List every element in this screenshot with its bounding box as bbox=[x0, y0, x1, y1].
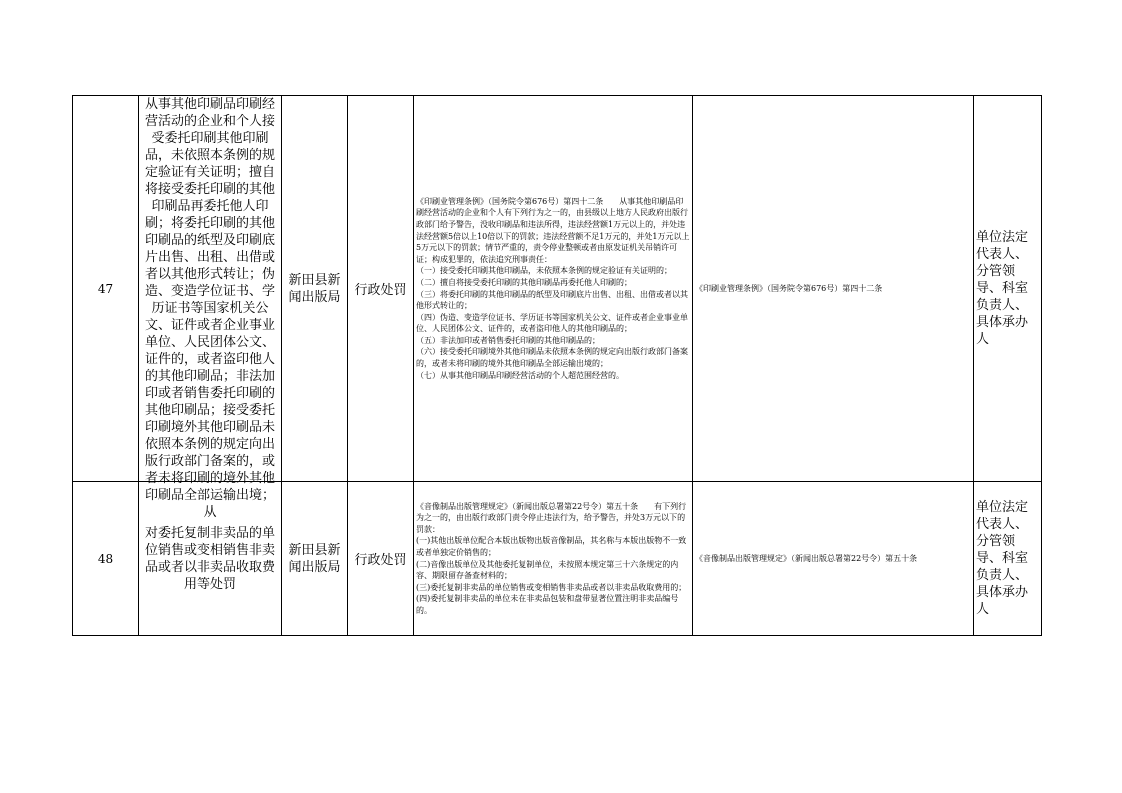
legal-basis bbox=[414, 96, 693, 482]
law-reference: 《音像制品出版管理规定》（新闻出版总署第22号令）第五十条 bbox=[693, 482, 974, 636]
basis-line: （六）接受委托印刷境外其他印刷品未依照本条例的规定向出版行政部门备案的，或者未将印刷的境外其他印刷品全部运输出境的； bbox=[416, 347, 688, 369]
law-reference: 《印刷业管理条例》（国务院令第676号）第四十二条 bbox=[693, 96, 974, 482]
table-row bbox=[73, 96, 1042, 482]
row-number: 48 bbox=[73, 482, 139, 636]
department: 新田县新闻出版局 bbox=[282, 482, 348, 636]
responsible-persons: 单位法定代表人、分管领导、科室负责人、具体承办人 bbox=[974, 96, 1042, 482]
item-name: 对委托复制非卖品的单位销售或变相销售非卖品或者以非卖品收取费用等处罚 bbox=[139, 482, 282, 636]
penalty-type: 行政处罚 bbox=[348, 96, 414, 482]
penalty-table bbox=[72, 95, 1042, 636]
basis-line: （五）非法加印或者销售委托印刷的其他印刷品的； bbox=[416, 335, 600, 345]
basis-line: （一）接受委托印刷其他印刷品，未依照本条例的规定验证有关证明的； bbox=[416, 266, 672, 276]
basis-line: （二）擅自将接受委托印刷的其他印刷品再委托他人印刷的； bbox=[416, 277, 632, 287]
item-name: 从事其他印刷品印刷经营活动的企业和个人接受委托印刷其他印刷品，未依照本条例的规定验证有关证明；擅自将接受委托印刷的其他印刷品再委托他人印刷；将委托印刷的其他印刷品的纸型及印刷底片出售、出租、出借或者以其他形式转让；伪造、变造学位证书、学历证书等国家机关公文、证件或者企业事业单位、人民团体公文、证件的，或者盗印他人的其他印刷品；非法加印或者销售委托印刷的其他印刷品；接受委托印刷境外其他印刷品未依照本条例的规定向出版行政部门备案的，或者未将印刷的境外其他印刷品全部运输出境；从 bbox=[144, 97, 275, 520]
basis-line: （三）将委托印刷的其他印刷品的纸型及印刷底片出售、出租、出借或者以其他形式转让的； bbox=[416, 289, 688, 311]
basis-line: （七）从事其他印刷品印刷经营活动的个人超范围经营的。 bbox=[416, 370, 624, 380]
basis-line: 《印刷业管理条例》（国务院令第676号）第四十二条 从事其他印刷品印刷经营活动的企业和个人有下列行为之一的，由县级以上地方人民政府出版行政部门给予警告，没收印刷品和违法所得，违法经营额1万元以上的，并处违法经营额5倍以上10倍以下的罚款；违法经营额不足1万元的，并处1万元以上5万元以下的罚款；情节严重的，责令停业整顿或者由原发证机关吊销许可证；构成犯罪的，依法追究刑事责任： bbox=[416, 196, 690, 264]
item-name-cell bbox=[139, 96, 282, 520]
responsible-persons: 单位法定代表人、分管领导、科室负责人、具体承办人 bbox=[974, 482, 1042, 636]
basis-line: (四)委托复制非卖品的单位未在非卖品包装和盘带显著位置注明非卖品编号的。 bbox=[416, 594, 679, 615]
table-row bbox=[73, 482, 1042, 636]
basis-line: （四）伪造、变造学位证书、学历证书等国家机关公文、证件或者企业事业单位、人民团体公文、证件的，或者盗印他人的其他印刷品的； bbox=[416, 312, 688, 334]
department: 新田县新闻出版局 bbox=[282, 96, 348, 482]
basis-line: (二)音像出版单位及其他委托复制单位，未按照本规定第三十六条规定的内容、期限留存备查材料的； bbox=[416, 559, 679, 581]
basis-line: (一)其他出版单位配合本版出版物出版音像制品，其名称与本版出版物不一致或者单独定价销售的； bbox=[416, 536, 687, 557]
row-number: 47 bbox=[73, 96, 139, 482]
penalty-type: 行政处罚 bbox=[348, 482, 414, 636]
legal-basis bbox=[414, 482, 693, 636]
basis-line: 《音像制品出版管理规定》（新闻出版总署第22号令）第五十条 有下列行为之一的，由出版行政部门责令停止违法行为，给予警告，并处3万元以下的罚款： bbox=[416, 501, 687, 534]
basis-line: (三)委托复制非卖品的单位销售或变相销售非卖品或者以非卖品收取费用的； bbox=[416, 582, 687, 592]
